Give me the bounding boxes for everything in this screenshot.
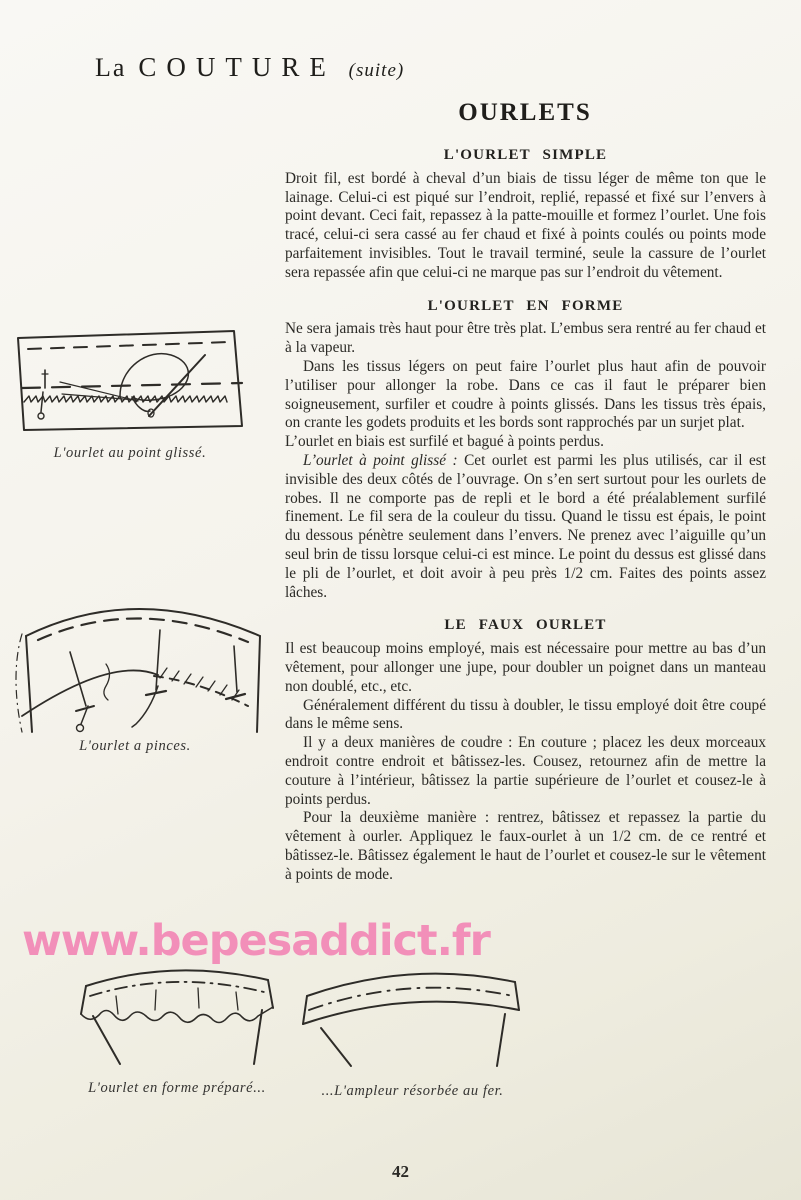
section-heading-faux-ourlet: LE FAUX OURLET — [444, 617, 607, 634]
hem-with-darts-illustration — [8, 574, 276, 736]
page-title-article: La — [95, 53, 127, 82]
shaped-hem-prepared-illustration — [68, 952, 286, 1070]
paragraph: Ne sera jamais très haut pour être très plat. L’embus sera rentré au fer chaud et à la vapeur. — [285, 320, 766, 357]
paragraph: Pour la deuxième manière : rentrez, bâtissez et repassez la partie du vêtement à ourler. Appliquez le faux-ourlet à un 1/2 cm. de ce rentré et bâtissez-le. Bâtissez également le haut de l’ourlet et cousez-le sur le vêtement à points de mode. — [285, 809, 766, 883]
figure-hem-with-darts — [8, 574, 276, 736]
figure-caption-darts: L'ourlet a pinces. — [79, 738, 191, 754]
figure-shaped-hem-prepared — [68, 952, 286, 1070]
paragraph-body: Cet ourlet est parmi les plus utilisés, car il est invisible des deux côtés de l’ouvrage. On s’en sert surtout pour les ourlets de robes. Il ne comporte pas de repli et le bord a été préalablement surfilé finement. Le fil sera de la couleur du tissu. Quand le tissu est épais, le point du dessous pénètre seulement dans l’envers. Ne prenez avec l’aiguille qu’un seul brin de tissu lorsque celui-ci est mince. Le point du dessus est glissé dans le pli de l’ourlet, et doit avoir à peu près 1/2 cm. Faites des points assez lâches. — [285, 451, 766, 601]
chapter-heading: OURLETS — [458, 99, 592, 126]
figure-caption-slip-stitch: L'ourlet au point glissé. — [53, 445, 207, 461]
paragraph: Généralement différent du tissu à doubler, le tissu employé doit être coupé dans le même sens. — [285, 696, 766, 733]
figure-caption-shaped-hem: L'ourlet en forme préparé... — [88, 1080, 266, 1096]
section-heading-ourlet-simple: L'OURLET SIMPLE — [443, 147, 608, 163]
paragraph: Droit fil, est bordé à cheval d’un biais de tissu léger de même ton que le lainage. Celui-ci est piqué sur l’endroit, replié, repassé et fixé sur l’envers à point devant. Ceci fait, repassez à la patte-mouille et formez l’ourlet. Une fois tracé, celui-ci sera cassé au fer chaud et fixé à points coulés ou points mode parfaitement invisibles. Tout le travail terminé, seule la cassure de l’ourlet sera repassée afin que celui-ci ne marque pas sur l’endroit du vêtement. — [285, 169, 766, 281]
figure-caption-fullness: ...L'ampleur résorbée au fer. — [321, 1083, 504, 1099]
paragraph-lead-italic: L’ourlet à point glissé : — [303, 451, 458, 469]
paragraph — [285, 452, 766, 602]
paragraph: Dans les tissus légers on peut faire l’ourlet plus haut afin de pouvoir l’utiliser pour allonger la robe. Dans ce cas il faut le préparer bien soigneusement, surfiler et coudre à points glissés. Dans les tissus très épais, on crante les godets produits et les bords sont rapprochés par un surjet plat. — [285, 357, 766, 432]
watermark-url: www.bepesaddict.fr — [22, 916, 490, 966]
paragraph: Il est beaucoup moins employé, mais est nécessaire pour mettre au bas d’un vêtement, pour allonger une jupe, pour doubler un poignet dans un manteau non doublé, etc., etc. — [285, 640, 766, 695]
text-column — [285, 146, 766, 884]
page-number: 42 — [392, 1162, 409, 1181]
section-heading-ourlet-en-forme: L'OURLET EN FORME — [427, 297, 624, 314]
paragraph: L’ourlet en biais est surfilé et bagué à points perdus. — [285, 433, 604, 451]
figure-fullness-shrunk — [295, 952, 529, 1070]
page-title-suffix: (suite) — [348, 60, 405, 81]
paragraph: Il y a deux manières de coudre : En couture ; placez les deux morceaux endroit contre endroit et bâtissez-les. Cousez, retournez afin de mettre la couture à l’intérieur, bâtissez la partie supérieure de l’ourlet et cousez-le à points perdus. — [285, 734, 766, 808]
page-title — [95, 52, 404, 83]
page-title-main: COUTURE — [138, 52, 336, 82]
figure-slip-stitch-hem — [8, 326, 252, 440]
slip-stitch-hem-illustration — [8, 326, 252, 440]
fullness-shrunk-illustration — [295, 952, 529, 1070]
